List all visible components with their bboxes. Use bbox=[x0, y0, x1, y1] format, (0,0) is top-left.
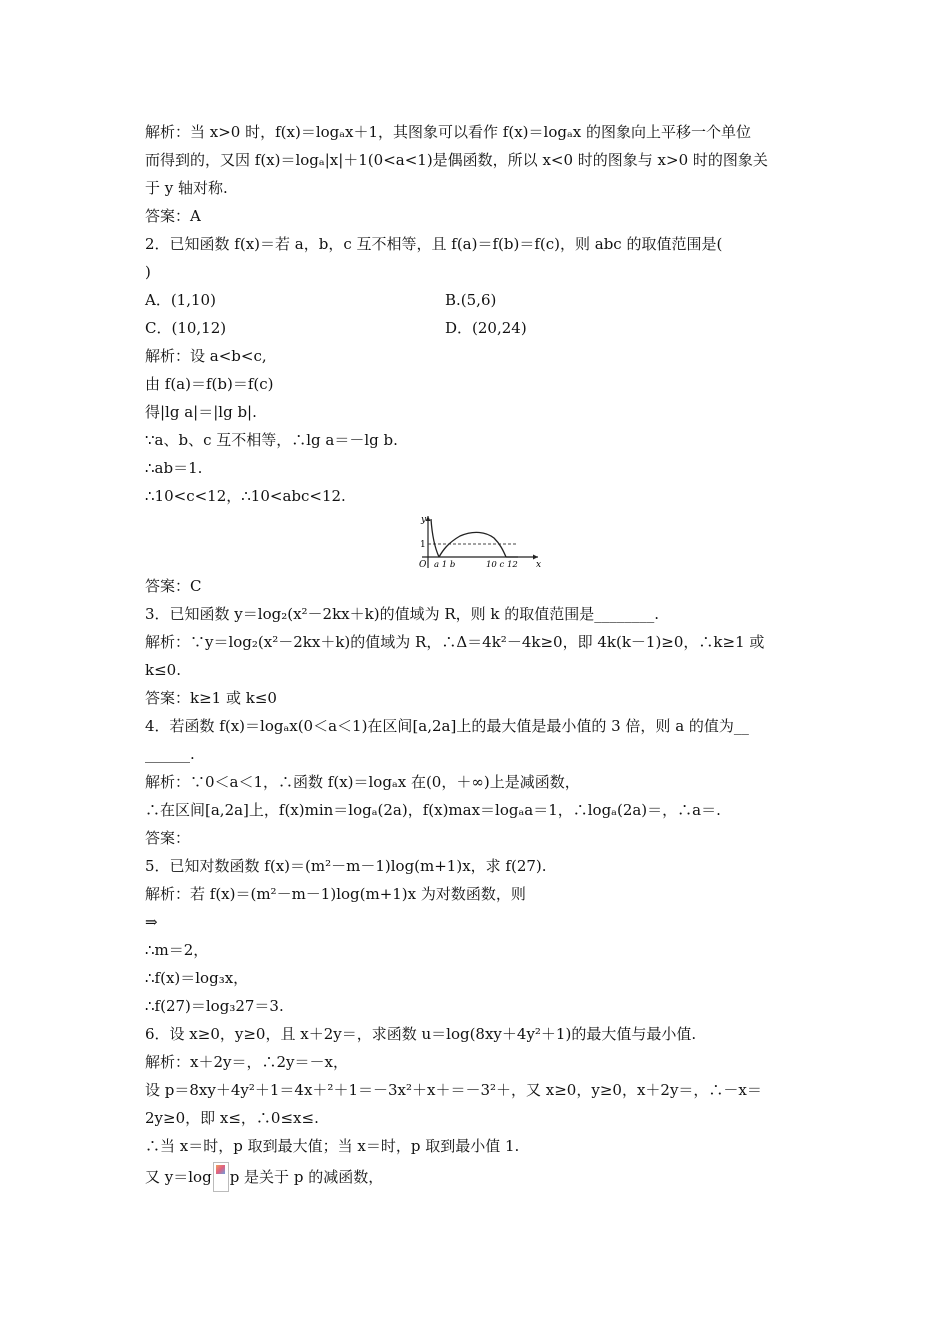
options-row-1 bbox=[145, 286, 813, 314]
tick-labels-right: 10 c 12 bbox=[486, 560, 518, 570]
text-line: 解析：设 a<b<c, bbox=[145, 347, 267, 365]
text-line: 解析：x＋2y＝，∴2y＝－x， bbox=[145, 1053, 348, 1071]
text-line: ⇒ bbox=[145, 913, 158, 931]
question-6: 6．设 x≥0，y≥0，且 x＋2y＝，求函数 u＝log(8xy＋4y²＋1)的最大值与最小值. bbox=[145, 1025, 697, 1043]
text-line: 得|lg a|＝|lg b|. bbox=[145, 403, 257, 421]
option-a: A．(1,10) bbox=[145, 291, 216, 309]
last-line-before: 又 y＝log bbox=[145, 1168, 212, 1186]
document-page bbox=[145, 118, 813, 1194]
curve-middle bbox=[439, 532, 506, 557]
answer-line: 答案：A bbox=[145, 207, 201, 225]
text-line: 解析：∵0＜a＜1，∴函数 f(x)＝logₐx 在(0，＋∞)上是减函数， bbox=[145, 773, 580, 791]
curve-left bbox=[431, 519, 439, 557]
option-b: B.(5,6) bbox=[445, 291, 497, 309]
function-graph-figure bbox=[145, 512, 813, 570]
text-line: 设 p＝8xy＋4y²＋1＝4x＋²＋1＝－3x²＋x＋＝－3²＋，又 x≥0，y≥0，x＋2y＝，∴－x＝ bbox=[145, 1081, 762, 1099]
x-axis-arrow bbox=[533, 555, 538, 560]
text-line: ∴f(27)＝log₃27＝3. bbox=[145, 997, 284, 1015]
option-c: C．(10,12) bbox=[145, 319, 227, 337]
text-line: 解析：若 f(x)＝(m²－m－1)log(m+1)x 为对数函数，则 bbox=[145, 885, 526, 903]
text-line: 2y≥0，即 x≤，∴0≤x≤. bbox=[145, 1109, 319, 1127]
text-line: 解析：当 x>0 时，f(x)＝logₐx＋1，其图象可以看作 f(x)＝logₐx 的图象向上平移一个单位 bbox=[145, 123, 751, 141]
text-line: 而得到的，又因 f(x)＝logₐ|x|＋1(0<a<1)是偶函数，所以 x<0 时的图象与 x>0 时的图象关 bbox=[145, 151, 768, 169]
text-line: ∴在区间[a,2a]上，f(x)min＝logₐ(2a)，f(x)max＝logₐa＝1，∴logₐ(2a)＝，∴a＝. bbox=[145, 801, 721, 819]
answer-line: 答案：k≥1 或 k≤0 bbox=[145, 689, 277, 707]
text-line: ∴当 x＝时，p 取到最大值；当 x＝时，p 取到最小值 1. bbox=[145, 1137, 520, 1155]
text-line: ) bbox=[145, 263, 151, 281]
y-axis-arrow bbox=[426, 516, 431, 521]
origin-label: O bbox=[419, 560, 427, 570]
text-line: 于 y 轴对称. bbox=[145, 179, 228, 197]
broken-image-icon bbox=[213, 1162, 229, 1192]
answer-line: 答案：C bbox=[145, 577, 202, 595]
text-line: k≤0. bbox=[145, 661, 181, 679]
text-line: ∴f(x)＝log₃x， bbox=[145, 969, 249, 987]
text-line: 解析：∵y＝log₂(x²－2kx＋k)的值域为 R，∴Δ＝4k²－4k≥0，即 4k(k－1)≥0，∴k≥1 或 bbox=[145, 633, 765, 651]
text-line: ∴ab＝1. bbox=[145, 459, 203, 477]
last-line-after: p 是关于 p 的减函数， bbox=[229, 1168, 384, 1186]
options-row-2 bbox=[145, 314, 813, 342]
y-label: y bbox=[421, 515, 427, 525]
question-5: 5．已知对数函数 f(x)＝(m²－m－1)log(m+1)x，求 f(27). bbox=[145, 857, 547, 875]
question-2: 2．已知函数 f(x)＝若 a，b，c 互不相等，且 f(a)＝f(b)＝f(c)，则 abc 的取值范围是( bbox=[145, 235, 723, 253]
text-line: ∴m＝2， bbox=[145, 941, 209, 959]
answer-line: 答案： bbox=[145, 829, 191, 847]
question-3: 3．已知函数 y＝log₂(x²－2kx＋k)的值域为 R，则 k 的取值范围是________. bbox=[145, 605, 660, 623]
text-line: 由 f(a)＝f(b)＝f(c) bbox=[145, 375, 274, 393]
question-4: 4．若函数 f(x)＝logₐx(0＜a＜1)在区间[a,2a]上的最大值是最小值的 3 倍，则 a 的值为__ bbox=[145, 717, 749, 735]
last-line bbox=[145, 1160, 813, 1194]
x-label: x bbox=[536, 560, 542, 570]
text-line: ∴10<c<12，∴10<abc<12. bbox=[145, 487, 346, 505]
tick-labels-left: a 1 b bbox=[434, 560, 456, 570]
option-d: D．(20,24) bbox=[445, 319, 527, 337]
text-line: ______. bbox=[145, 745, 195, 763]
text-line: ∵a、b、c 互不相等，∴lg a＝－lg b. bbox=[145, 431, 398, 449]
tick-one-label: 1 bbox=[420, 540, 426, 550]
function-graph bbox=[414, 512, 544, 570]
